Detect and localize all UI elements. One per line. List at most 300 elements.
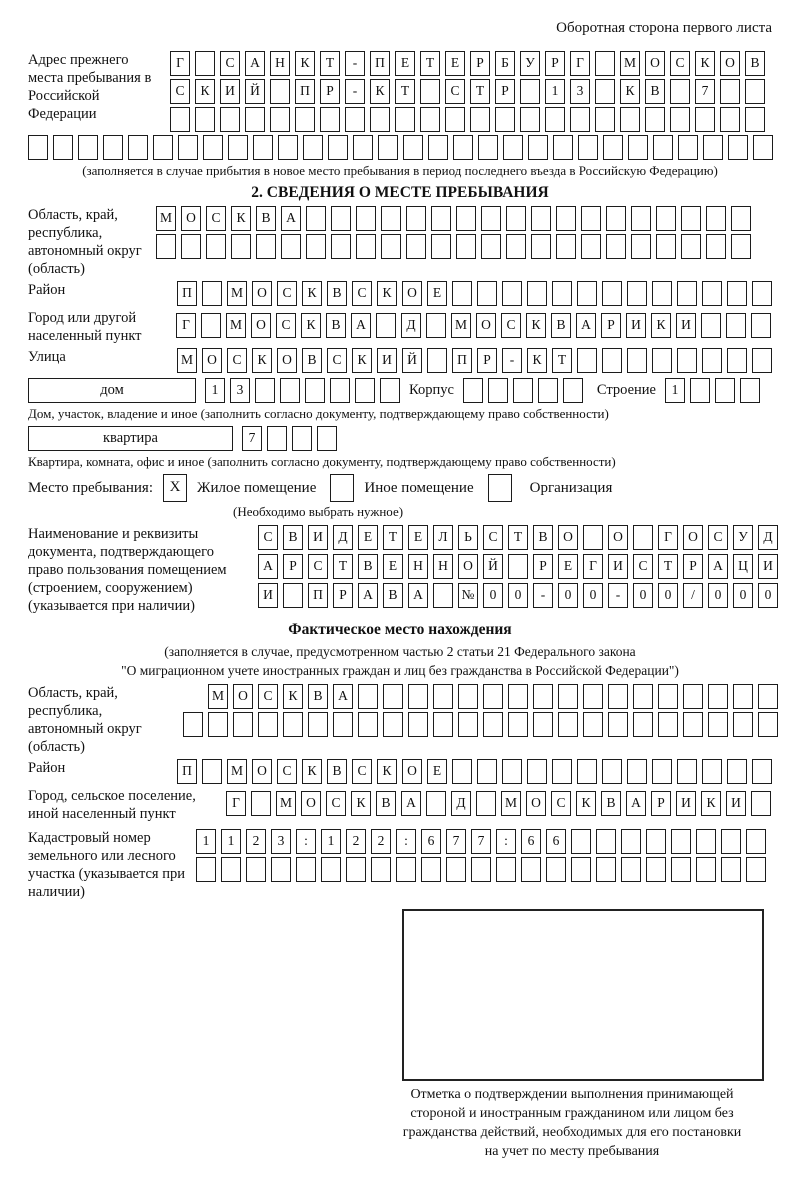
- char-box: [570, 107, 590, 132]
- char-box: 3: [230, 378, 250, 403]
- char-box: [220, 107, 240, 132]
- char-box: [728, 135, 748, 160]
- char-box: С: [551, 791, 571, 816]
- char-boxes-row-full: [28, 135, 772, 160]
- char-box: [740, 378, 760, 403]
- char-box: [703, 135, 723, 160]
- char-box: [233, 712, 253, 737]
- char-box: О: [251, 313, 271, 338]
- char-box: [258, 712, 278, 737]
- char-box: [202, 759, 222, 784]
- char-box: Т: [383, 525, 403, 550]
- char-box: [656, 234, 676, 259]
- char-box: [533, 684, 553, 709]
- char-boxes-row: [258, 583, 778, 608]
- char-box: [581, 206, 601, 231]
- char-boxes-row: [258, 554, 778, 579]
- char-box: -: [533, 583, 553, 608]
- apartment-label-box: квартира: [28, 426, 233, 451]
- char-box: [483, 684, 503, 709]
- char-box: [633, 684, 653, 709]
- char-box: [746, 857, 766, 882]
- char-box: М: [156, 206, 176, 231]
- char-boxes-row: [208, 684, 778, 709]
- char-box: С: [352, 281, 372, 306]
- char-box: [678, 135, 698, 160]
- char-box: [371, 857, 391, 882]
- char-box: М: [227, 759, 247, 784]
- char-box: А: [333, 684, 353, 709]
- checkbox-residential: X: [163, 474, 187, 502]
- char-box: [452, 759, 472, 784]
- char-box: [633, 525, 653, 550]
- char-box: 1: [321, 829, 341, 854]
- char-box: [506, 206, 526, 231]
- char-box: [271, 857, 291, 882]
- char-box: 0: [633, 583, 653, 608]
- char-box: [292, 426, 312, 451]
- char-box: О: [233, 684, 253, 709]
- char-box: О: [277, 348, 297, 373]
- char-boxes-row: [170, 51, 765, 76]
- char-box: [470, 107, 490, 132]
- char-box: О: [608, 525, 628, 550]
- char-box: [631, 206, 651, 231]
- char-box: И: [308, 525, 328, 550]
- char-box: 1: [205, 378, 225, 403]
- char-box: 0: [508, 583, 528, 608]
- char-box: С: [258, 684, 278, 709]
- char-box: [281, 234, 301, 259]
- char-box: Р: [533, 554, 553, 579]
- char-box: [603, 135, 623, 160]
- char-box: [170, 107, 190, 132]
- char-box: [251, 791, 271, 816]
- char-box: [631, 234, 651, 259]
- char-box: К: [195, 79, 215, 104]
- char-box: К: [370, 79, 390, 104]
- char-box: [506, 234, 526, 259]
- char-box: [602, 348, 622, 373]
- char-box: :: [496, 829, 516, 854]
- char-box: 1: [545, 79, 565, 104]
- apartment-caption: Квартира, комната, офис и иное (заполнить согласно документу, подтверждающему право собственности): [28, 454, 616, 469]
- char-box: [255, 378, 275, 403]
- char-box: 0: [558, 583, 578, 608]
- char-box: [406, 206, 426, 231]
- char-box: М: [620, 51, 640, 76]
- char-box: В: [551, 313, 571, 338]
- char-box: Р: [320, 79, 340, 104]
- document-row: [28, 525, 772, 615]
- char-box: [508, 684, 528, 709]
- char-box: П: [370, 51, 390, 76]
- char-box: В: [327, 759, 347, 784]
- char-box: [408, 684, 428, 709]
- fact-region-boxes: [183, 684, 778, 737]
- char-box: О: [645, 51, 665, 76]
- char-box: [720, 79, 740, 104]
- char-box: [317, 426, 337, 451]
- char-box: Р: [651, 791, 671, 816]
- char-box: [583, 684, 603, 709]
- char-box: [733, 684, 753, 709]
- char-box: [196, 857, 216, 882]
- char-box: В: [326, 313, 346, 338]
- char-box: 2: [346, 829, 366, 854]
- char-box: [28, 135, 48, 160]
- char-box: -: [608, 583, 628, 608]
- char-box: [378, 135, 398, 160]
- char-box: [253, 135, 273, 160]
- char-box: [746, 829, 766, 854]
- char-box: [758, 712, 778, 737]
- char-box: [201, 313, 221, 338]
- char-box: [595, 79, 615, 104]
- char-box: К: [252, 348, 272, 373]
- char-box: 7: [471, 829, 491, 854]
- char-box: [545, 107, 565, 132]
- char-box: [608, 684, 628, 709]
- char-boxes-row: [177, 348, 772, 373]
- char-box: С: [670, 51, 690, 76]
- char-box: Е: [427, 759, 447, 784]
- char-box: [353, 135, 373, 160]
- char-box: 0: [583, 583, 603, 608]
- char-box: [303, 135, 323, 160]
- char-box: [355, 378, 375, 403]
- char-boxes-row: [196, 857, 766, 882]
- fact-district-row: [28, 759, 772, 784]
- char-box: М: [501, 791, 521, 816]
- char-box: В: [601, 791, 621, 816]
- char-box: [571, 829, 591, 854]
- char-box: [596, 829, 616, 854]
- fact-region-label: Область, край, республика, автономный округ (область): [28, 685, 142, 755]
- char-box: [720, 107, 740, 132]
- char-box: Г: [226, 791, 246, 816]
- char-box: [701, 313, 721, 338]
- char-box: 6: [521, 829, 541, 854]
- char-box: [571, 857, 591, 882]
- char-box: П: [177, 759, 197, 784]
- char-box: И: [220, 79, 240, 104]
- city-row: [28, 309, 772, 345]
- char-box: В: [645, 79, 665, 104]
- char-box: [380, 378, 400, 403]
- char-box: Г: [658, 525, 678, 550]
- char-box: [751, 313, 771, 338]
- char-box: [502, 759, 522, 784]
- char-box: [428, 135, 448, 160]
- char-box: С: [445, 79, 465, 104]
- section2-title: 2. СВЕДЕНИЯ О МЕСТЕ ПРЕБЫВАНИЯ: [251, 184, 549, 201]
- char-box: [477, 759, 497, 784]
- char-box: Й: [402, 348, 422, 373]
- char-box: Г: [170, 51, 190, 76]
- char-box: [596, 857, 616, 882]
- char-boxes-row: [258, 525, 778, 550]
- char-box: [458, 684, 478, 709]
- char-boxes-row: [156, 206, 751, 231]
- char-box: М: [226, 313, 246, 338]
- fact-city-row: [28, 787, 772, 823]
- char-box: [481, 206, 501, 231]
- city-label: Город или другой населенный пункт: [28, 310, 142, 344]
- char-box: С: [708, 525, 728, 550]
- stroenie-boxes: [665, 378, 760, 403]
- char-box: -: [345, 79, 365, 104]
- char-box: Г: [570, 51, 590, 76]
- char-box: Р: [683, 554, 703, 579]
- char-box: [578, 135, 598, 160]
- char-box: [627, 348, 647, 373]
- char-box: [427, 348, 447, 373]
- char-box: [656, 206, 676, 231]
- char-box: 1: [221, 829, 241, 854]
- char-box: И: [676, 313, 696, 338]
- char-box: В: [283, 525, 303, 550]
- char-box: И: [676, 791, 696, 816]
- char-box: И: [258, 583, 278, 608]
- char-box: [270, 107, 290, 132]
- char-box: А: [708, 554, 728, 579]
- char-boxes-row: [176, 313, 771, 338]
- char-box: 0: [658, 583, 678, 608]
- char-box: [245, 107, 265, 132]
- char-box: Б: [495, 51, 515, 76]
- char-box: [531, 206, 551, 231]
- char-box: Ь: [458, 525, 478, 550]
- char-box: [556, 206, 576, 231]
- char-box: У: [733, 525, 753, 550]
- char-box: П: [295, 79, 315, 104]
- char-box: [345, 107, 365, 132]
- char-box: О: [252, 281, 272, 306]
- char-box: [696, 829, 716, 854]
- char-box: [715, 378, 735, 403]
- char-boxes-row: [196, 829, 766, 854]
- char-box: [195, 107, 215, 132]
- char-box: [383, 684, 403, 709]
- street-row: [28, 348, 772, 373]
- char-box: С: [326, 791, 346, 816]
- char-box: Д: [758, 525, 778, 550]
- char-box: [305, 378, 325, 403]
- char-box: С: [277, 759, 297, 784]
- char-box: [653, 135, 673, 160]
- option-residential-label: Жилое помещение: [197, 479, 317, 496]
- char-box: [477, 281, 497, 306]
- char-box: [708, 684, 728, 709]
- char-box: [445, 107, 465, 132]
- char-box: [381, 234, 401, 259]
- char-box: [577, 759, 597, 784]
- char-box: [652, 759, 672, 784]
- char-box: [456, 234, 476, 259]
- char-box: 1: [196, 829, 216, 854]
- char-box: В: [376, 791, 396, 816]
- region-label: Область, край, республика, автономный округ (область): [28, 207, 142, 277]
- char-box: №: [458, 583, 478, 608]
- char-box: [652, 348, 672, 373]
- char-box: Р: [495, 79, 515, 104]
- char-box: М: [276, 791, 296, 816]
- char-box: [308, 712, 328, 737]
- char-box: [283, 583, 303, 608]
- char-box: В: [302, 348, 322, 373]
- char-box: [267, 426, 287, 451]
- char-box: Т: [395, 79, 415, 104]
- char-box: [752, 281, 772, 306]
- char-box: С: [327, 348, 347, 373]
- char-box: М: [177, 348, 197, 373]
- apartment-number-boxes: [242, 426, 337, 451]
- char-box: [306, 234, 326, 259]
- char-box: [552, 281, 572, 306]
- char-box: 1: [665, 378, 685, 403]
- char-box: [383, 712, 403, 737]
- char-box: [156, 234, 176, 259]
- region-row: [28, 206, 772, 278]
- char-box: [78, 135, 98, 160]
- char-box: [433, 712, 453, 737]
- char-box: [533, 712, 553, 737]
- char-box: О: [402, 759, 422, 784]
- char-box: Й: [483, 554, 503, 579]
- previous-address-row: [28, 51, 772, 132]
- char-box: [695, 107, 715, 132]
- char-boxes-row: [183, 712, 778, 737]
- char-box: [553, 135, 573, 160]
- char-box: А: [351, 313, 371, 338]
- char-box: [702, 348, 722, 373]
- char-box: Р: [283, 554, 303, 579]
- char-box: Т: [420, 51, 440, 76]
- char-box: [208, 712, 228, 737]
- char-box: [702, 281, 722, 306]
- document-boxes: [258, 525, 778, 608]
- char-box: [606, 206, 626, 231]
- char-box: [331, 206, 351, 231]
- char-box: [727, 281, 747, 306]
- char-box: П: [452, 348, 472, 373]
- char-box: :: [396, 829, 416, 854]
- char-box: [721, 857, 741, 882]
- char-box: [677, 759, 697, 784]
- char-box: [496, 857, 516, 882]
- char-box: [296, 857, 316, 882]
- char-box: [513, 378, 533, 403]
- char-box: [431, 234, 451, 259]
- char-box: [558, 712, 578, 737]
- char-box: [246, 857, 266, 882]
- char-box: [556, 234, 576, 259]
- char-box: [270, 79, 290, 104]
- section3-caption-line2: "О миграционном учете иностранных граждан и лиц без гражданства в Российской Федерации"): [121, 663, 679, 678]
- char-box: О: [683, 525, 703, 550]
- char-box: В: [308, 684, 328, 709]
- char-box: 7: [242, 426, 262, 451]
- char-box: [595, 51, 615, 76]
- char-box: [721, 829, 741, 854]
- char-box: И: [758, 554, 778, 579]
- char-box: Е: [558, 554, 578, 579]
- char-box: [256, 234, 276, 259]
- char-box: О: [301, 791, 321, 816]
- previous-address-caption: (заполняется в случае прибытия в новое место пребывания в период последнего въезда в Российскую Федерацию): [82, 163, 718, 178]
- char-box: Д: [401, 313, 421, 338]
- stroenie-label: Строение: [596, 382, 656, 398]
- char-box: [503, 135, 523, 160]
- char-box: 0: [758, 583, 778, 608]
- char-box: [520, 79, 540, 104]
- char-box: [178, 135, 198, 160]
- char-box: В: [256, 206, 276, 231]
- char-box: [727, 759, 747, 784]
- char-box: [228, 135, 248, 160]
- char-box: К: [576, 791, 596, 816]
- char-box: Н: [270, 51, 290, 76]
- char-box: 2: [371, 829, 391, 854]
- district-row: [28, 281, 772, 306]
- char-box: О: [402, 281, 422, 306]
- char-box: Г: [176, 313, 196, 338]
- checkbox-other-premises: [330, 474, 354, 502]
- char-box: Л: [433, 525, 453, 550]
- char-box: [328, 135, 348, 160]
- page-header-note: Оборотная сторона первого листа: [556, 20, 772, 36]
- char-box: М: [208, 684, 228, 709]
- char-box: С: [352, 759, 372, 784]
- char-box: О: [252, 759, 272, 784]
- char-box: А: [245, 51, 265, 76]
- char-box: К: [695, 51, 715, 76]
- char-box: К: [651, 313, 671, 338]
- char-box: [727, 348, 747, 373]
- char-box: [471, 857, 491, 882]
- char-box: [520, 107, 540, 132]
- char-box: С: [277, 281, 297, 306]
- house-caption: Дом, участок, владение и иное (заполнить согласно документу, подтверждающему право собственности): [28, 406, 609, 421]
- street-label: Улица: [28, 349, 66, 365]
- char-box: [608, 712, 628, 737]
- option-organization-label: Организация: [529, 479, 613, 496]
- char-box: [702, 759, 722, 784]
- char-box: 6: [546, 829, 566, 854]
- fact-city-label: Город, сельское поселение, иной населенный пункт: [28, 788, 196, 822]
- char-boxes-row: [226, 791, 771, 816]
- char-box: С: [258, 525, 278, 550]
- char-box: [538, 378, 558, 403]
- char-box: Т: [552, 348, 572, 373]
- char-box: [358, 684, 378, 709]
- char-box: С: [206, 206, 226, 231]
- char-box: [627, 281, 647, 306]
- char-box: [670, 107, 690, 132]
- char-box: [463, 378, 483, 403]
- char-box: Т: [320, 51, 340, 76]
- char-box: Р: [477, 348, 497, 373]
- char-box: 0: [708, 583, 728, 608]
- char-box: [203, 135, 223, 160]
- char-box: К: [295, 51, 315, 76]
- char-box: Р: [601, 313, 621, 338]
- char-box: [331, 234, 351, 259]
- char-box: В: [533, 525, 553, 550]
- char-box: [153, 135, 173, 160]
- stamp-caption-line: гражданства действий, необходимых для его постановки: [402, 1125, 742, 1140]
